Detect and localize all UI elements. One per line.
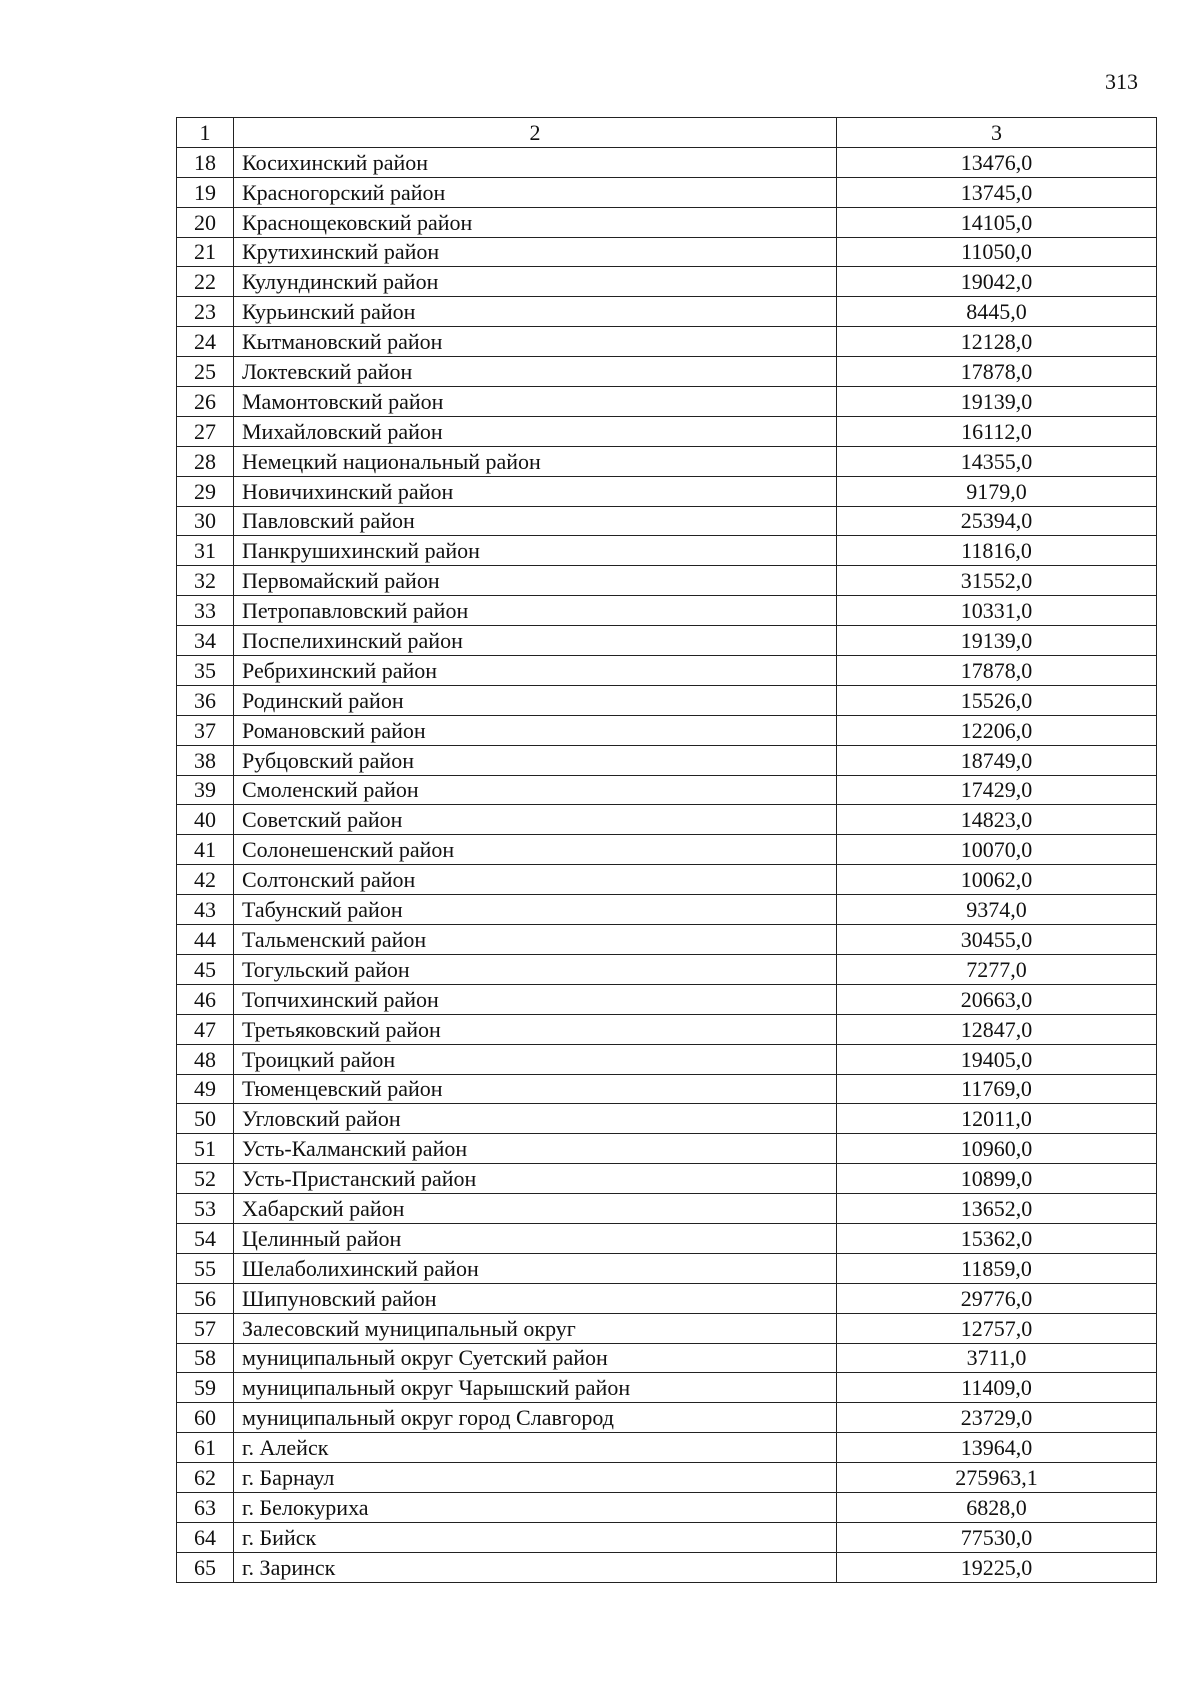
- table-row: [177, 416, 1157, 446]
- row-number: 43: [177, 895, 234, 925]
- table-header-row: [177, 118, 1157, 148]
- row-number: 41: [177, 835, 234, 865]
- row-number: 44: [177, 925, 234, 955]
- row-name: Тогульский район: [234, 954, 837, 984]
- row-value: 12128,0: [837, 327, 1157, 357]
- row-number: 35: [177, 656, 234, 686]
- row-value: 19139,0: [837, 626, 1157, 656]
- row-value: 10070,0: [837, 835, 1157, 865]
- table-body: [177, 147, 1157, 1582]
- row-number: 32: [177, 566, 234, 596]
- table-row: [177, 745, 1157, 775]
- table-row: [177, 1492, 1157, 1522]
- data-table: [176, 117, 1157, 1583]
- table-row: [177, 1194, 1157, 1224]
- table-row: [177, 207, 1157, 237]
- row-value: 3711,0: [837, 1343, 1157, 1373]
- header-col-1: 1: [177, 118, 234, 148]
- table-row: [177, 327, 1157, 357]
- row-value: 30455,0: [837, 925, 1157, 955]
- row-name: Табунский район: [234, 895, 837, 925]
- table-row: [177, 775, 1157, 805]
- row-value: 12206,0: [837, 715, 1157, 745]
- row-name: Немецкий национальный район: [234, 446, 837, 476]
- row-name: Новичихинский район: [234, 476, 837, 506]
- row-number: 20: [177, 207, 234, 237]
- page-number: 313: [1105, 69, 1138, 94]
- table-row: [177, 626, 1157, 656]
- row-value: 15526,0: [837, 685, 1157, 715]
- table-row: [177, 1373, 1157, 1403]
- row-value: 18749,0: [837, 745, 1157, 775]
- row-name: Солонешенский район: [234, 835, 837, 865]
- row-name: Троицкий район: [234, 1044, 837, 1074]
- table-row: [177, 536, 1157, 566]
- row-value: 6828,0: [837, 1492, 1157, 1522]
- row-name: Крутихинский район: [234, 237, 837, 267]
- row-value: 275963,1: [837, 1463, 1157, 1493]
- row-value: 9374,0: [837, 895, 1157, 925]
- row-value: 11409,0: [837, 1373, 1157, 1403]
- header-col-3: 3: [837, 118, 1157, 148]
- row-number: 51: [177, 1134, 234, 1164]
- row-name: г. Барнаул: [234, 1463, 837, 1493]
- row-name: Топчихинский район: [234, 984, 837, 1014]
- row-number: 24: [177, 327, 234, 357]
- row-value: 13745,0: [837, 177, 1157, 207]
- header-col-2: 2: [234, 118, 837, 148]
- row-value: 12011,0: [837, 1104, 1157, 1134]
- row-value: 13476,0: [837, 147, 1157, 177]
- table-row: [177, 1283, 1157, 1313]
- row-name: Хабарский район: [234, 1194, 837, 1224]
- row-number: 49: [177, 1074, 234, 1104]
- table-row: [177, 1044, 1157, 1074]
- row-name: г. Заринск: [234, 1552, 837, 1582]
- table-row: [177, 177, 1157, 207]
- row-name: Смоленский район: [234, 775, 837, 805]
- row-name: Солтонский район: [234, 865, 837, 895]
- table-row: [177, 297, 1157, 327]
- row-value: 11050,0: [837, 237, 1157, 267]
- row-number: 26: [177, 387, 234, 417]
- table-row: [177, 1164, 1157, 1194]
- row-value: 29776,0: [837, 1283, 1157, 1313]
- row-value: 12757,0: [837, 1313, 1157, 1343]
- table-row: [177, 446, 1157, 476]
- row-name: Первомайский район: [234, 566, 837, 596]
- row-value: 17429,0: [837, 775, 1157, 805]
- table-row: [177, 954, 1157, 984]
- row-name: Целинный район: [234, 1223, 837, 1253]
- row-name: г. Алейск: [234, 1433, 837, 1463]
- row-number: 29: [177, 476, 234, 506]
- row-name: Ребрихинский район: [234, 656, 837, 686]
- row-name: Усть-Пристанский район: [234, 1164, 837, 1194]
- row-number: 60: [177, 1403, 234, 1433]
- row-value: 14823,0: [837, 805, 1157, 835]
- row-number: 62: [177, 1463, 234, 1493]
- row-number: 40: [177, 805, 234, 835]
- table-row: [177, 1253, 1157, 1283]
- table-row: [177, 357, 1157, 387]
- row-name: Залесовский муниципальный округ: [234, 1313, 837, 1343]
- table-row: [177, 1223, 1157, 1253]
- table-row: [177, 1463, 1157, 1493]
- row-number: 45: [177, 954, 234, 984]
- table-row: [177, 237, 1157, 267]
- row-number: 19: [177, 177, 234, 207]
- row-number: 30: [177, 506, 234, 536]
- row-number: 18: [177, 147, 234, 177]
- row-name: муниципальный округ Чарышский район: [234, 1373, 837, 1403]
- row-number: 63: [177, 1492, 234, 1522]
- table-row: [177, 1104, 1157, 1134]
- row-name: Павловский район: [234, 506, 837, 536]
- row-value: 19139,0: [837, 387, 1157, 417]
- table-row: [177, 715, 1157, 745]
- row-value: 11816,0: [837, 536, 1157, 566]
- table-row: [177, 925, 1157, 955]
- row-number: 65: [177, 1552, 234, 1582]
- row-name: Петропавловский район: [234, 596, 837, 626]
- row-name: Тальменский район: [234, 925, 837, 955]
- row-number: 46: [177, 984, 234, 1014]
- row-number: 23: [177, 297, 234, 327]
- row-value: 11769,0: [837, 1074, 1157, 1104]
- row-name: Локтевский район: [234, 357, 837, 387]
- row-number: 54: [177, 1223, 234, 1253]
- table-row: [177, 387, 1157, 417]
- table-row: [177, 895, 1157, 925]
- row-number: 25: [177, 357, 234, 387]
- row-value: 23729,0: [837, 1403, 1157, 1433]
- row-number: 39: [177, 775, 234, 805]
- row-value: 17878,0: [837, 357, 1157, 387]
- table-row: [177, 835, 1157, 865]
- row-number: 27: [177, 416, 234, 446]
- row-name: Кулундинский район: [234, 267, 837, 297]
- table-row: [177, 656, 1157, 686]
- table-row: [177, 147, 1157, 177]
- row-number: 53: [177, 1194, 234, 1224]
- row-value: 12847,0: [837, 1014, 1157, 1044]
- row-number: 56: [177, 1283, 234, 1313]
- row-value: 15362,0: [837, 1223, 1157, 1253]
- row-name: муниципальный округ Суетский район: [234, 1343, 837, 1373]
- row-value: 11859,0: [837, 1253, 1157, 1283]
- row-name: Кытмановский район: [234, 327, 837, 357]
- table-row: [177, 1343, 1157, 1373]
- table-row: [177, 1313, 1157, 1343]
- table-row: [177, 1403, 1157, 1433]
- row-name: Мамонтовский район: [234, 387, 837, 417]
- table-row: [177, 865, 1157, 895]
- row-number: 31: [177, 536, 234, 566]
- table-row: [177, 267, 1157, 297]
- row-name: Советский район: [234, 805, 837, 835]
- row-value: 31552,0: [837, 566, 1157, 596]
- row-number: 21: [177, 237, 234, 267]
- row-name: Третьяковский район: [234, 1014, 837, 1044]
- table-row: [177, 506, 1157, 536]
- row-name: Шелаболихинский район: [234, 1253, 837, 1283]
- table-row: [177, 596, 1157, 626]
- row-value: 8445,0: [837, 297, 1157, 327]
- row-number: 42: [177, 865, 234, 895]
- row-name: Михайловский район: [234, 416, 837, 446]
- row-name: Романовский район: [234, 715, 837, 745]
- row-number: 33: [177, 596, 234, 626]
- table-row: [177, 476, 1157, 506]
- row-name: Красногорский район: [234, 177, 837, 207]
- row-value: 13964,0: [837, 1433, 1157, 1463]
- row-number: 57: [177, 1313, 234, 1343]
- row-name: Краснощековский район: [234, 207, 837, 237]
- row-number: 52: [177, 1164, 234, 1194]
- row-value: 16112,0: [837, 416, 1157, 446]
- row-number: 34: [177, 626, 234, 656]
- row-value: 13652,0: [837, 1194, 1157, 1224]
- row-name: Усть-Калманский район: [234, 1134, 837, 1164]
- table-row: [177, 1552, 1157, 1582]
- table-row: [177, 984, 1157, 1014]
- row-number: 22: [177, 267, 234, 297]
- table-row: [177, 1134, 1157, 1164]
- row-number: 59: [177, 1373, 234, 1403]
- row-value: 25394,0: [837, 506, 1157, 536]
- row-name: Панкрушихинский район: [234, 536, 837, 566]
- row-name: Угловский район: [234, 1104, 837, 1134]
- table-row: [177, 1433, 1157, 1463]
- row-name: муниципальный округ город Славгород: [234, 1403, 837, 1433]
- row-name: Родинский район: [234, 685, 837, 715]
- row-value: 10899,0: [837, 1164, 1157, 1194]
- row-value: 14355,0: [837, 446, 1157, 476]
- row-value: 77530,0: [837, 1522, 1157, 1552]
- row-name: Рубцовский район: [234, 745, 837, 775]
- row-value: 19225,0: [837, 1552, 1157, 1582]
- row-number: 61: [177, 1433, 234, 1463]
- row-number: 50: [177, 1104, 234, 1134]
- row-number: 48: [177, 1044, 234, 1074]
- row-name: г. Бийск: [234, 1522, 837, 1552]
- row-value: 14105,0: [837, 207, 1157, 237]
- table-row: [177, 1074, 1157, 1104]
- row-number: 37: [177, 715, 234, 745]
- row-name: Тюменцевский район: [234, 1074, 837, 1104]
- row-number: 28: [177, 446, 234, 476]
- row-name: г. Белокуриха: [234, 1492, 837, 1522]
- row-number: 64: [177, 1522, 234, 1552]
- table-row: [177, 805, 1157, 835]
- row-name: Косихинский район: [234, 147, 837, 177]
- row-number: 36: [177, 685, 234, 715]
- row-name: Шипуновский район: [234, 1283, 837, 1313]
- table-row: [177, 685, 1157, 715]
- table-row: [177, 1014, 1157, 1044]
- row-number: 38: [177, 745, 234, 775]
- row-value: 9179,0: [837, 476, 1157, 506]
- row-name: Курьинский район: [234, 297, 837, 327]
- table-row: [177, 566, 1157, 596]
- table-row: [177, 1522, 1157, 1552]
- row-value: 20663,0: [837, 984, 1157, 1014]
- row-number: 55: [177, 1253, 234, 1283]
- row-value: 10960,0: [837, 1134, 1157, 1164]
- row-value: 7277,0: [837, 954, 1157, 984]
- row-value: 19405,0: [837, 1044, 1157, 1074]
- row-value: 10331,0: [837, 596, 1157, 626]
- row-name: Поспелихинский район: [234, 626, 837, 656]
- row-value: 10062,0: [837, 865, 1157, 895]
- row-number: 58: [177, 1343, 234, 1373]
- row-number: 47: [177, 1014, 234, 1044]
- row-value: 17878,0: [837, 656, 1157, 686]
- row-value: 19042,0: [837, 267, 1157, 297]
